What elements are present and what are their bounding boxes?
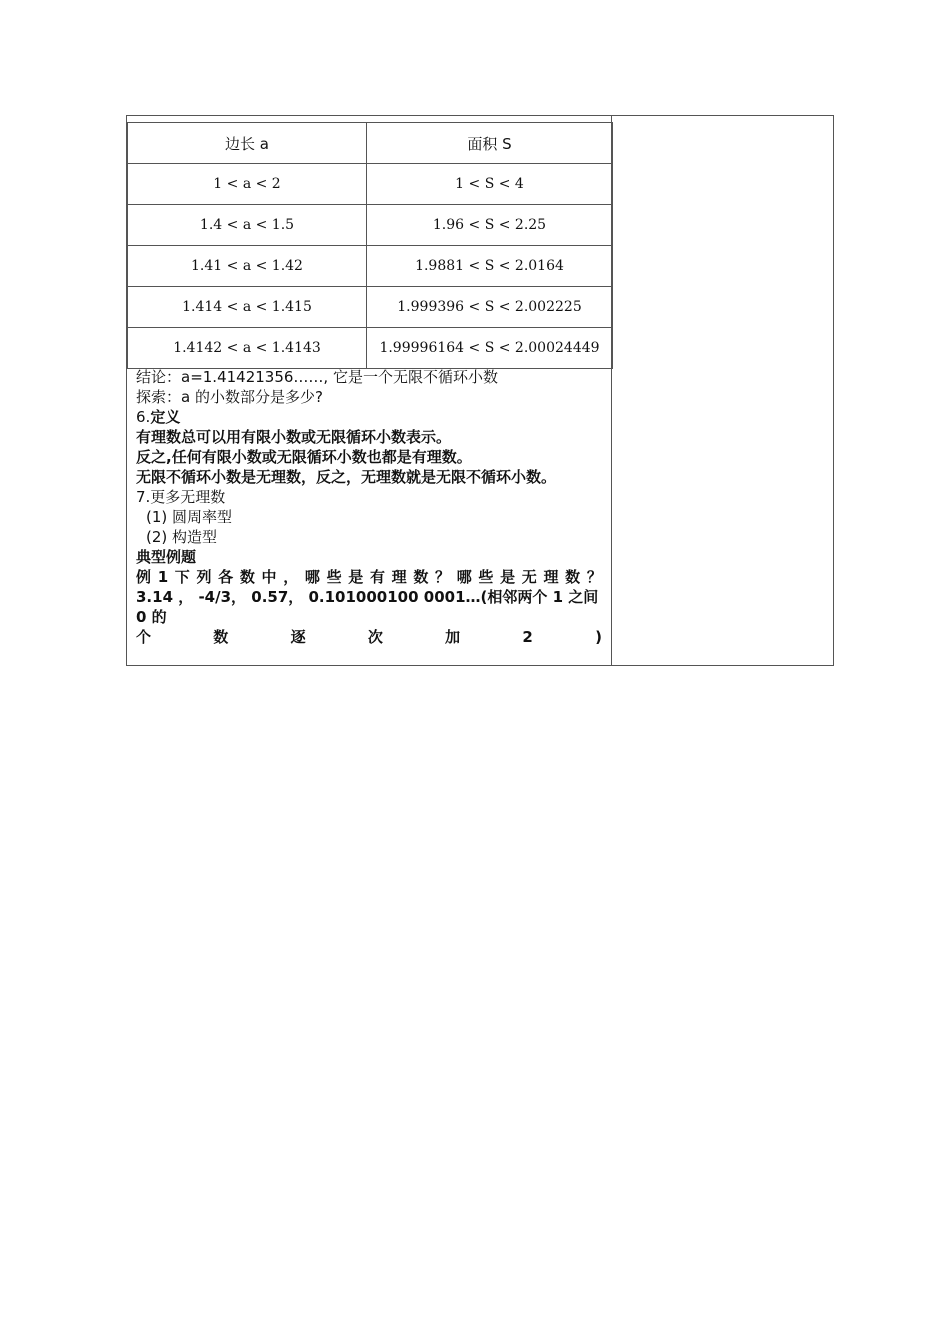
table-row [128, 287, 613, 328]
ex-word: 些 [478, 568, 494, 586]
example-1-question [136, 567, 602, 587]
ex-word: 次 [367, 628, 383, 646]
conclusion-line: 结论：a=1.41421356……, 它是一个无限不循环小数 [136, 368, 498, 386]
header-side-length: 边长 a [128, 123, 367, 164]
definition-line-2: 反之,任何有限小数或无限循环小数也都是有理数。 [136, 448, 472, 466]
ex-word: 中 [261, 568, 277, 586]
ex-word: ？ [586, 568, 602, 586]
ex-word: ？ [435, 568, 451, 586]
examples-heading: 典型例题 [136, 548, 197, 566]
lesson-text [136, 367, 602, 647]
ex-word: 数 [413, 568, 429, 586]
list-item: (2) 构造型 [146, 528, 218, 546]
ex-word: 是 [500, 568, 516, 586]
area-range: 1.96 < S < 2.25 [367, 205, 613, 246]
example-1-note [136, 627, 602, 647]
side-length-range: 1.4 < a < 1.5 [128, 205, 367, 246]
ex-word: 数 [565, 568, 581, 586]
ex-word: 逐 [290, 628, 306, 646]
ex-word: ， [283, 568, 299, 586]
section-7-heading: 7.更多无理数 [136, 488, 226, 506]
table-row [128, 164, 613, 205]
side-length-range: 1.414 < a < 1.415 [128, 287, 367, 328]
side-area-table [127, 122, 613, 369]
ex-word: 个 [136, 628, 152, 646]
area-range: 1.99996164 < S < 2.00024449 [367, 328, 613, 369]
ex-word: 列 [196, 568, 212, 586]
example-1-numbers: 3.14 ， -4/3， 0.57， 0.101000100 0001…(相邻两个 1 之间 0 的 [136, 588, 599, 626]
definition-line-1: 有理数总可以用有限小数或无限循环小数表示。 [136, 428, 452, 446]
side-length-range: 1.41 < a < 1.42 [128, 246, 367, 287]
section-6-heading [136, 407, 602, 427]
ex-word: 1 [157, 568, 169, 586]
ex-word: 些 [326, 568, 342, 586]
ex-word: 是 [348, 568, 364, 586]
lesson-table-frame [126, 115, 834, 666]
explore-line: 探索：a 的小数部分是多少? [136, 388, 323, 406]
ex-word: 哪 [456, 568, 472, 586]
ex-word: 加 [445, 628, 461, 646]
ex-word: 例 [136, 568, 152, 586]
ex-word: 理 [543, 568, 559, 586]
table-header-row [128, 123, 613, 164]
table-row [128, 205, 613, 246]
ex-word: ) [595, 628, 602, 646]
area-range: 1.9881 < S < 2.0164 [367, 246, 613, 287]
definition-line-3: 无限不循环小数是无理数，反之，无理数就是无限不循环小数。 [136, 468, 557, 486]
ex-word: 下 [174, 568, 190, 586]
header-area: 面积 S [367, 123, 613, 164]
list-item: (1) 圆周率型 [146, 508, 233, 526]
area-range: 1.999396 < S < 2.002225 [367, 287, 613, 328]
ex-word: 数 [239, 568, 255, 586]
section-6-number: 6. [136, 408, 151, 426]
area-range: 1 < S < 4 [367, 164, 613, 205]
section-6-title: 定义 [150, 408, 181, 426]
ex-word: 各 [218, 568, 234, 586]
table-row [128, 246, 613, 287]
ex-word: 有 [369, 568, 385, 586]
ex-word: 理 [391, 568, 407, 586]
table-row [128, 328, 613, 369]
ex-word: 无 [521, 568, 537, 586]
ex-word: 哪 [304, 568, 320, 586]
ex-word: 数 [213, 628, 229, 646]
side-length-range: 1 < a < 2 [128, 164, 367, 205]
ex-word: 2 [522, 628, 533, 646]
side-length-range: 1.4142 < a < 1.4143 [128, 328, 367, 369]
